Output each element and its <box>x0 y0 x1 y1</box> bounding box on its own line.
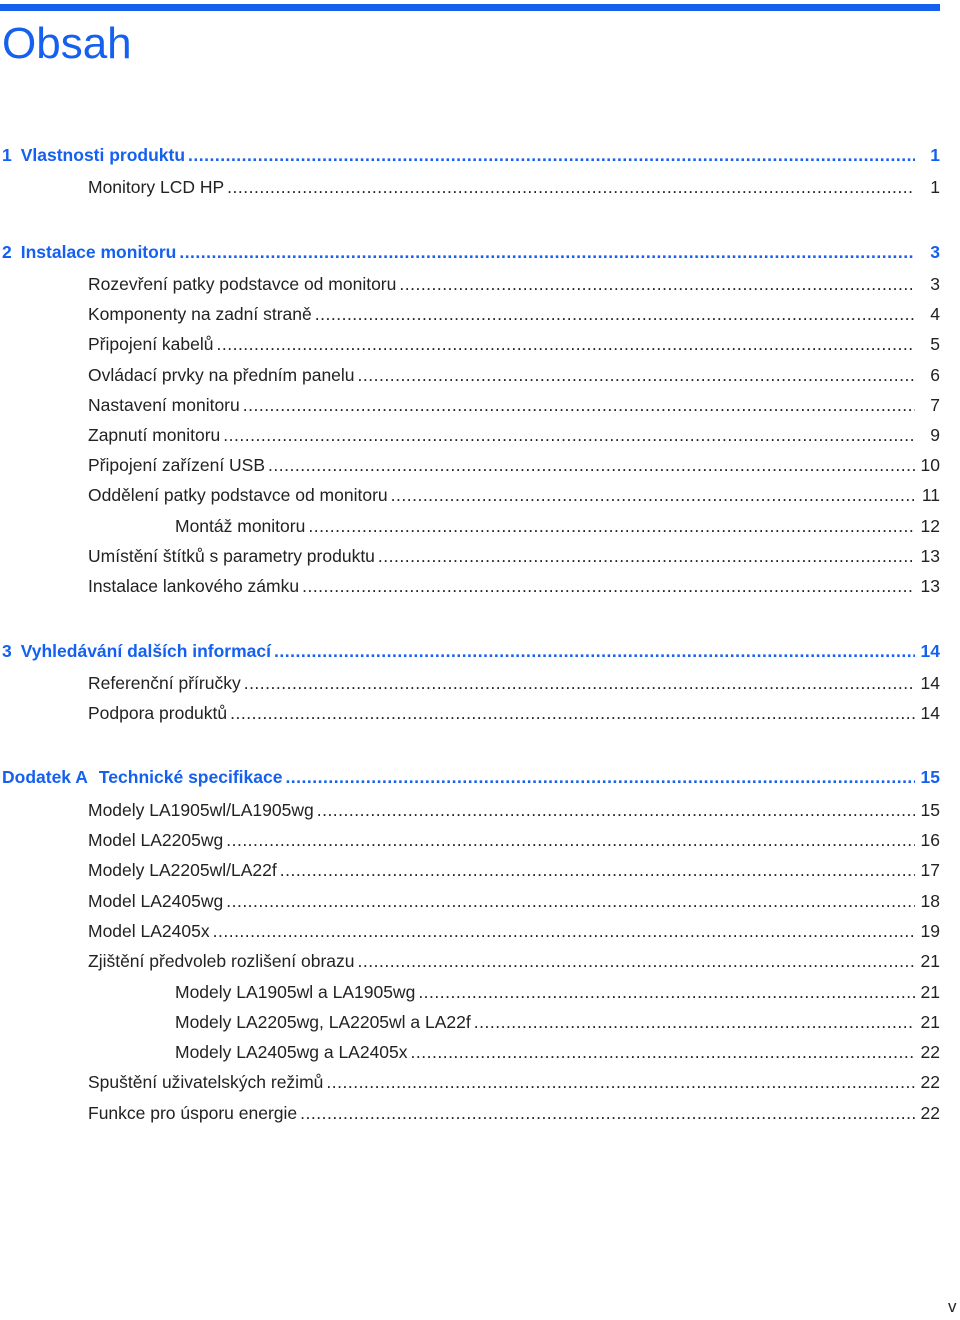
page-number: 3 <box>930 242 940 262</box>
page-number: 5 <box>930 334 940 354</box>
page-number: 15 <box>920 767 940 787</box>
dot-leader <box>326 1070 915 1094</box>
dot-leader <box>244 671 915 695</box>
toc-chapter-heading: 3 Vyhledávání dalších informací <box>2 641 272 661</box>
page-number: 9 <box>930 425 940 445</box>
toc-chapter-heading: 2 Instalace monitoru <box>2 242 177 262</box>
page-number: 4 <box>930 304 940 324</box>
toc-entry-label: Montáž monitoru <box>175 516 306 536</box>
page-number: 22 <box>920 1103 940 1123</box>
dot-leader <box>358 363 915 387</box>
toc-entry-modely-la1905wl-a-la1905wg[interactable] <box>175 980 940 1004</box>
toc-entry-model-la2205wg[interactable] <box>88 828 940 852</box>
toc-entry-modely-la1905[interactable] <box>88 798 940 822</box>
toc-entry-podpora-produktu[interactable] <box>88 701 940 725</box>
page-number: 1 <box>930 177 940 197</box>
toc-entry-pripojeni-kabelu[interactable] <box>88 332 940 356</box>
page-number: 22 <box>920 1042 940 1062</box>
toc-entry-modely-la2405[interactable] <box>175 1040 940 1064</box>
toc-entry-label: Ovládací prvky na předním panelu <box>88 365 355 385</box>
toc-entry-label: Komponenty na zadní straně <box>88 304 312 324</box>
dot-leader <box>268 453 915 477</box>
dot-leader <box>285 765 915 789</box>
toc-entry-label: Modely LA1905wl a LA1905wg <box>175 982 416 1002</box>
page-number: 17 <box>920 860 940 880</box>
page-number: 18 <box>920 891 940 911</box>
dot-leader <box>226 828 915 852</box>
dot-leader <box>274 639 915 663</box>
toc-entry-label: Model LA2405wg <box>88 891 224 911</box>
page-number: 22 <box>920 1072 940 1092</box>
page-number: 21 <box>920 982 940 1002</box>
page-number: 13 <box>920 546 940 566</box>
page-number: 21 <box>920 951 940 971</box>
page-number: 19 <box>920 921 940 941</box>
dot-leader <box>399 272 915 296</box>
dot-leader <box>223 423 915 447</box>
toc-entry-instalace-zamku[interactable] <box>88 574 940 598</box>
toc-chapter-2[interactable] <box>2 240 940 264</box>
toc-entry-zjisteni-predvoleb[interactable] <box>88 949 940 973</box>
toc-entry-oddeleni-patky[interactable] <box>88 483 940 507</box>
toc-entry-label: Umístění štítků s parametry produktu <box>88 546 375 566</box>
toc-entry-nastaveni-monitoru[interactable] <box>88 393 940 417</box>
page-number: 11 <box>921 485 940 505</box>
toc-entry-label: Monitory LCD HP <box>88 177 225 197</box>
toc-entry-referencni-prirucky[interactable] <box>88 671 940 695</box>
dot-leader <box>227 175 915 199</box>
page-number: 3 <box>930 274 940 294</box>
toc-entry-modely-la2205wl[interactable] <box>88 858 940 882</box>
toc-entry-label: Nastavení monitoru <box>88 395 240 415</box>
dot-leader <box>474 1010 915 1034</box>
toc-entry-label: Funkce pro úsporu energie <box>88 1103 298 1123</box>
dot-leader <box>243 393 915 417</box>
toc-entry-label: Model LA2405x <box>88 921 210 941</box>
toc-appendix-a[interactable] <box>2 765 940 789</box>
dot-leader <box>213 919 915 943</box>
page-title: Obsah <box>2 19 132 68</box>
toc-chapter-heading: Dodatek A Technické specifikace <box>2 767 283 787</box>
dot-leader <box>378 544 915 568</box>
dot-leader <box>317 798 915 822</box>
page-number: 1 <box>930 145 940 165</box>
dot-leader <box>418 980 915 1004</box>
toc-entry-label: Rozevření patky podstavce od monitoru <box>88 274 397 294</box>
dot-leader <box>308 514 915 538</box>
toc-entry-spusteni-rezimu[interactable] <box>88 1070 940 1094</box>
toc-entry-label: Modely LA2405wg a LA2405x <box>175 1042 408 1062</box>
toc-entry-label: Modely LA1905wl/LA1905wg <box>88 800 314 820</box>
page-number: 21 <box>920 1012 940 1032</box>
dot-leader <box>391 483 915 507</box>
dot-leader <box>300 1101 915 1125</box>
toc-entry-model-la2405wg[interactable] <box>88 889 940 913</box>
toc-entry-label: Modely LA2205wg, LA2205wl a LA22f <box>175 1012 471 1032</box>
dot-leader <box>230 701 915 725</box>
dot-leader <box>411 1040 915 1064</box>
toc-entry-label: Připojení kabelů <box>88 334 214 354</box>
toc-entry-label: Spuštění uživatelských režimů <box>88 1072 324 1092</box>
page-number: 14 <box>920 641 940 661</box>
toc-entry-monitory-lcd-hp[interactable] <box>88 175 940 199</box>
toc-chapter-heading: 1 Vlastnosti produktu <box>2 145 186 165</box>
toc-entry-rozevreni-patky[interactable] <box>88 272 940 296</box>
dot-leader <box>188 143 915 167</box>
toc-entry-label: Podpora produktů <box>88 703 228 723</box>
toc-entry-label: Oddělení patky podstavce od monitoru <box>88 485 388 505</box>
toc-entry-label: Model LA2205wg <box>88 830 224 850</box>
toc-entry-montaz-monitoru[interactable] <box>175 514 940 538</box>
page-number: 15 <box>920 800 940 820</box>
toc-entry-label: Zjištění předvoleb rozlišení obrazu <box>88 951 355 971</box>
toc-entry-komponenty[interactable] <box>88 302 940 326</box>
page-number: 14 <box>920 703 940 723</box>
toc-entry-label: Modely LA2205wl/LA22f <box>88 860 277 880</box>
toc-entry-label: Zapnutí monitoru <box>88 425 221 445</box>
toc-chapter-1[interactable] <box>2 143 940 167</box>
page-number: 7 <box>930 395 940 415</box>
page-number: 13 <box>920 576 940 596</box>
toc-entry-uspora-energie[interactable] <box>88 1101 940 1125</box>
page-number: 14 <box>920 673 940 693</box>
toc-entry-model-la2405x[interactable] <box>88 919 940 943</box>
toc-entry-modely-la2205[interactable] <box>175 1010 940 1034</box>
page-number: 12 <box>920 516 940 536</box>
page-number: 16 <box>920 830 940 850</box>
toc-entry-ovladaci-prvky[interactable] <box>88 363 940 387</box>
dot-leader <box>226 889 915 913</box>
toc-entry-label: Instalace lankového zámku <box>88 576 300 596</box>
toc-entry-zapnuti-monitoru[interactable] <box>88 423 940 447</box>
toc-entry-label: Referenční příručky <box>88 673 241 693</box>
dot-leader <box>302 574 915 598</box>
dot-leader <box>358 949 915 973</box>
toc-entry-label: Připojení zařízení USB <box>88 455 266 475</box>
dot-leader <box>217 332 916 356</box>
toc-entry-pripojeni-usb[interactable] <box>88 453 940 477</box>
page-folio: v <box>948 1297 957 1316</box>
toc-entry-umisteni-stitku[interactable] <box>88 544 940 568</box>
toc-chapter-3[interactable] <box>2 639 940 663</box>
dot-leader <box>179 240 915 264</box>
dot-leader <box>280 858 915 882</box>
page-number: 6 <box>930 365 940 385</box>
dot-leader <box>315 302 915 326</box>
page-number: 10 <box>920 455 940 475</box>
